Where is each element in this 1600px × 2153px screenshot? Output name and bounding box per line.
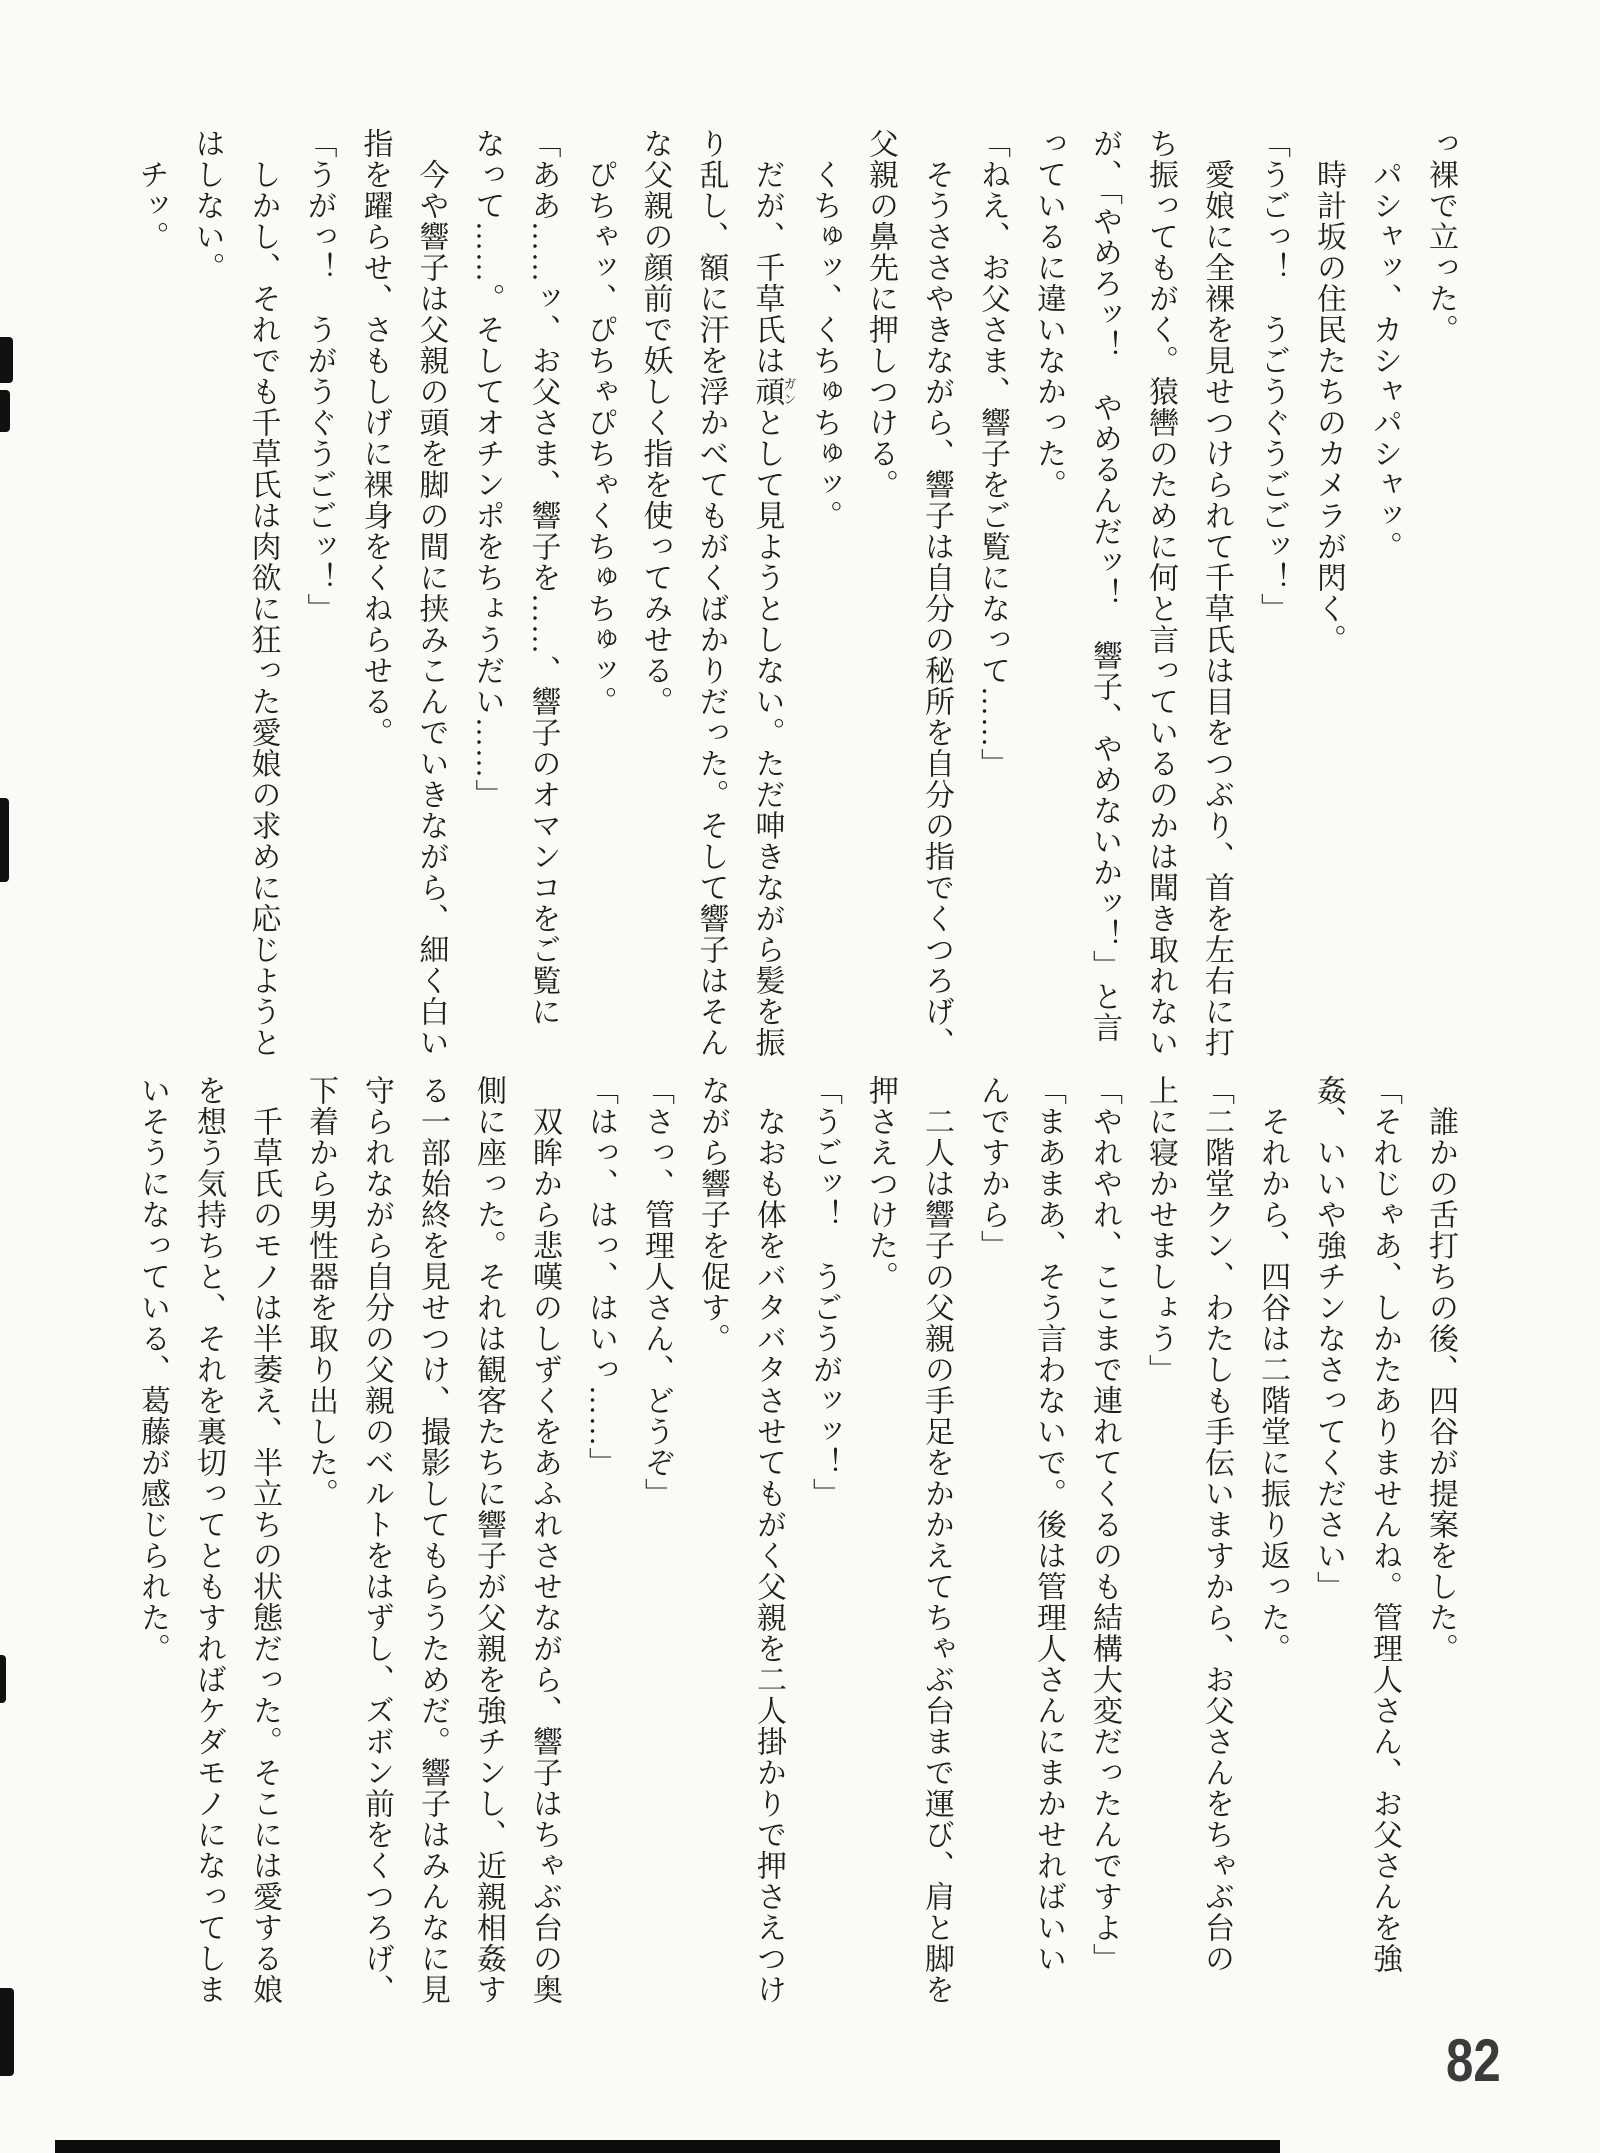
text-column: 指を躍らせ、さもしげに裸身をくねらせる。 [358,128,392,748]
text-column: 「二階堂クン、わたしも手伝いますから、お父さんをちゃぶ台の [1200,1075,1233,1974]
text-column: 姦、いいや強チンなさってください」 [1312,1075,1345,1602]
text-column: り乱し、額に汗を浮かべてもがくばかりだった。そして響子はそん [694,128,728,1058]
text-column: っているに違いなかった。 [1032,128,1065,500]
text-column: 下着から男性器を取り出した。 [304,1075,337,1509]
scan-artifact-edge-mark [0,1988,14,2076]
text-column: ち振ってもがく。猿轡のために何と言っているのかは聞き取れない [1144,128,1177,1058]
text-column: る一部始終を見せつけ、撮影してもらうためだ。響子はみんなに見 [416,1075,449,2005]
text-column: それから、四谷は二階堂に振り返った。 [1256,1075,1289,1664]
text-column: なおも体をバタバタさせてもがく父親を二人掛かりで押さえつけ [752,1075,785,2005]
text-column: くちゅッ、くちゅちゅッ。 [808,128,841,531]
page-number: 82 [1446,2027,1501,2094]
text-column: 「さっ、管理人さん、どうぞ」 [640,1075,673,1509]
text-column: 双眸から悲嘆のしずくをあふれさせながら、響子はちゃぶ台の奥 [528,1075,561,2005]
text-column: 「まあまあ、そう言わないで。後は管理人さんにまかせればいい [1032,1075,1065,1974]
text-column: いそうになっている、葛藤が感じられた。 [136,1075,169,1664]
text-column: 「うごっ！ うごうぐうごごッ！」 [1256,128,1289,624]
text-column: な父親の顔前で妖しく指を使ってみせる。 [638,128,672,717]
text-column: んですから」 [976,1075,1009,1261]
text-column: 今や響子は父親の頭を脚の間に挟みこんでいきながら、細く白い [414,128,448,1058]
text-column: が、「やめろッ！ やめるんだッ！ 響子、やめないかッ！」と言 [1088,128,1121,1043]
text-column: そうささやきながら、響子は自分の秘所を自分の指でくつろげ、 [920,128,953,1058]
text-column: なって……。そしてオチンポをちょうだい……」 [470,128,504,810]
text-column: だが、千草氏は頑ガンとして見ようとしない。ただ呻きながら髪を振 [750,128,797,1058]
text-column: はしない。 [190,128,224,283]
text-column: しかし、それでも千草氏は肉欲に狂った愛娘の求めに応じようと [246,128,280,1058]
scan-artifact-edge-mark [0,390,10,432]
text-column: 側に座った。それは観客たちに響子が父親を強チンし、近親相姦す [472,1075,505,2005]
text-column: 「ねえ、お父さま、響子をご覧になって……」 [976,128,1009,779]
text-column: パシャッ、カシャパシャッ。 [1368,128,1401,562]
bottom-text-block [124,1075,1468,2015]
text-column: 上に寝かせましょう」 [1144,1075,1177,1385]
text-column: 「ああ……ッ、お父さま、響子を……、響子のオマンコをご覧に [526,128,560,1027]
top-text-block [124,128,1468,1068]
scan-artifact-edge-mark [0,1655,6,1703]
scan-artifact-edge-mark [0,337,13,383]
text-column: 父親の鼻先に押しつける。 [864,128,897,500]
text-column: 千草氏のモノは半萎え、半立ちの状態だった。そこには愛する娘 [248,1075,281,2005]
text-column: 「はっ、はっ、はいっ……」 [584,1075,617,1478]
text-column: 「やれやれ、ここまで連れてくるのも結構大変だったんですよ」 [1088,1075,1121,1974]
text-column: 「うごッ！ うごうがッッ！」 [808,1075,841,1509]
text-column: チッ。 [134,128,168,252]
text-column: 押さえつけた。 [864,1075,897,1292]
text-column: ながら響子を促す。 [696,1075,729,1354]
text-column: 守られながら自分の父親のベルトをはずし、ズボン前をくつろげ、 [360,1075,393,2005]
text-column: 誰かの舌打ちの後、四谷が提案をした。 [1424,1075,1457,1664]
text-column: 「うがっ！ うがうぐうごごッ！」 [302,128,336,624]
text-column: 「それじゃあ、しかたありませんね。管理人さん、お父さんを強 [1368,1075,1401,1974]
text-column: 二人は響子の父親の手足をかかえてちゃぶ台まで運び、肩と脚を [920,1075,953,2005]
text-column: 時計坂の住民たちのカメラが閃く。 [1312,128,1345,655]
scan-artifact-bottom-bar [55,2140,1280,2153]
text-column: 愛娘に全裸を見せつけられて千草氏は目をつぶり、首を左右に打 [1200,128,1233,1058]
text-column: ぴちゃッ、ぴちゃぴちゃくちゅちゅッ。 [582,128,616,717]
text-column: を想う気持ちと、それを裏切ってともすればケダモノになってしま [192,1075,225,2005]
text-column: っ裸で立った。 [1424,128,1457,345]
scan-artifact-edge-mark [0,798,9,882]
